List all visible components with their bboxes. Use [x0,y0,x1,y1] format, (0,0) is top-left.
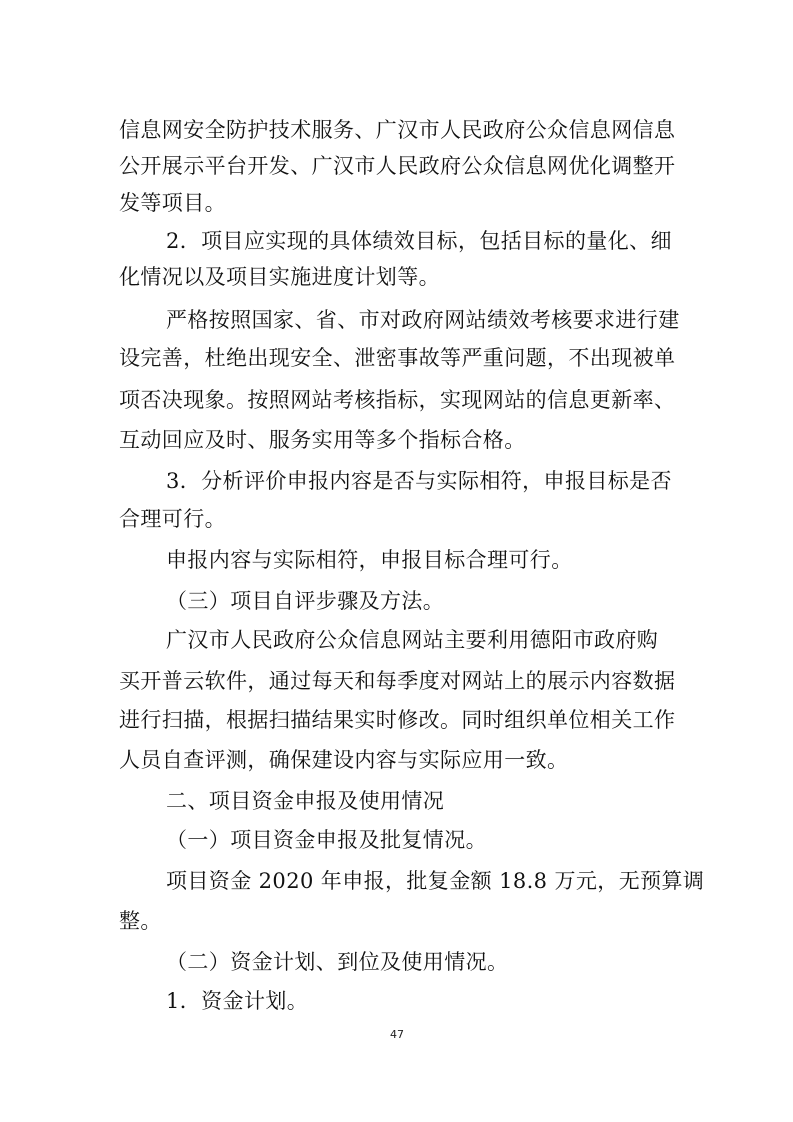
body-text-line: 买开普云软件，通过每天和每季度对网站上的展示内容数据 [119,669,676,693]
body-text-line: 整。 [119,909,162,933]
body-text-line: 广汉市人民政府公众信息网站主要利用德阳市政府购 [166,628,659,652]
body-text-line: 申报内容与实际相符，申报目标合理可行。 [166,548,573,572]
numbered-item-heading: 合理可行。 [119,507,226,531]
body-text-line: 信息网安全防护技术服务、广汉市人民政府公众信息网信息 [119,118,676,142]
body-text-line: 项目资金 2020 年申报，批复金额 18.8 万元，无预算调 [166,869,705,893]
numbered-item-heading: 2．项目应实现的具体绩效目标，包括目标的量化、细 [166,229,672,253]
page-number: 47 [390,1028,404,1041]
numbered-item-heading: 化情况以及项目实施进度计划等。 [119,265,440,289]
numbered-item-heading: 3．分析评价申报内容是否与实际相符，申报目标是否 [166,469,672,493]
body-text-line: 设完善，杜绝出现安全、泄密事故等严重问题，不出现被单 [119,346,676,370]
body-text-line: 项否决现象。按照网站考核指标，实现网站的信息更新率、 [119,388,676,412]
body-text-line: 互动回应及时、服务实用等多个指标合格。 [119,428,526,452]
subsection-heading: （一）项目资金申报及批复情况。 [166,828,487,852]
subsection-heading: （三）项目自评步骤及方法。 [166,589,445,613]
section-heading: 二、项目资金申报及使用情况 [166,789,445,813]
body-text-line: 发等项目。 [119,191,226,215]
subsection-heading: （二）资金计划、到位及使用情况。 [166,950,509,974]
numbered-item-heading: 1．资金计划。 [166,989,309,1013]
body-text-line: 严格按照国家、省、市对政府网站绩效考核要求进行建 [166,308,680,332]
body-text-line: 进行扫描，根据扫描结果实时修改。同时组织单位相关工作 [119,708,676,732]
body-text-line: 公开展示平台开发、广汉市人民政府公众信息网优化调整开 [119,154,676,178]
body-text-line: 人员自查评测，确保建设内容与实际应用一致。 [119,748,569,772]
